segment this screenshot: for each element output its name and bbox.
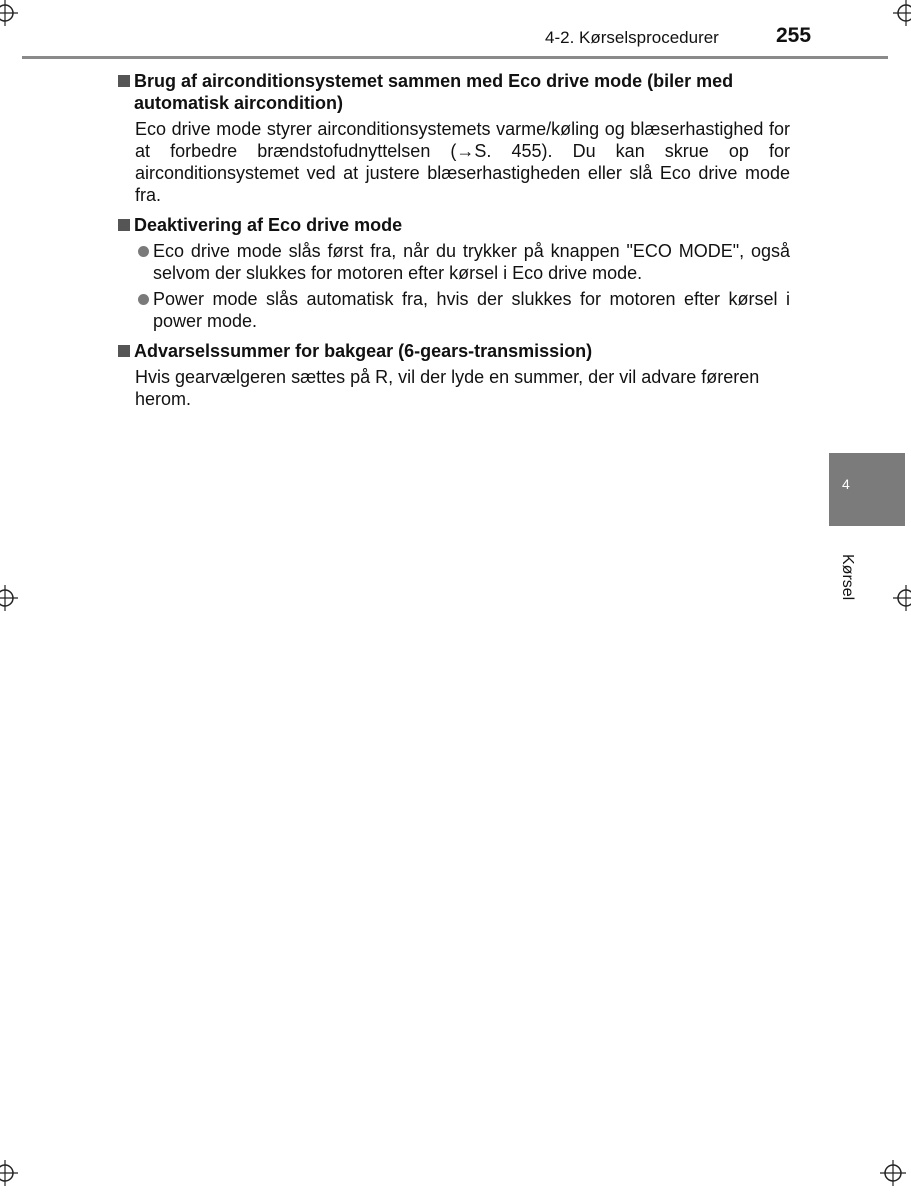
section-paragraph: Eco drive mode styrer airconditionsystemets varme/køling og blæserhastighed for at forbedre brændstofudnyttelsen (→S. 455). Du kan skrue op for airconditionsystemet ved at justere blæserhastigheden eller slå Eco drive mode fra. xyxy=(135,119,790,205)
circle-bullet-icon xyxy=(138,294,149,305)
list-item-text: Eco drive mode slås først fra, når du trykker på knappen "ECO MODE", også selvom der slukkes for motoren efter kørsel i Eco drive mode. xyxy=(153,241,790,283)
header-section-title: 4-2. Kørselsprocedurer xyxy=(545,28,719,47)
page-number: 255 xyxy=(776,24,812,47)
registration-mark-icon xyxy=(880,1160,906,1186)
header-divider xyxy=(22,56,888,59)
page-content xyxy=(118,70,790,418)
chapter-tab xyxy=(829,453,905,526)
chapter-tab-number: 4 xyxy=(842,476,850,492)
list-item xyxy=(135,240,790,284)
chapter-tab-label: Kørsel xyxy=(839,554,856,601)
square-bullet-icon xyxy=(118,345,130,357)
section-heading-text: Brug af airconditionsystemet sammen med Eco drive mode (biler med automatisk aircondition) xyxy=(134,71,734,113)
registration-mark-icon xyxy=(893,0,911,26)
section-deactivate-eco xyxy=(118,214,790,332)
section-heading xyxy=(118,340,790,362)
section-heading-text: Deaktivering af Eco drive mode xyxy=(134,215,403,235)
circle-bullet-icon xyxy=(138,246,149,257)
list-item-text: Power mode slås automatisk fra, hvis der slukkes for motoren efter kørsel i power mode. xyxy=(153,289,790,331)
section-eco-aircondition xyxy=(118,70,790,206)
list-item xyxy=(135,288,790,332)
section-heading-text: Advarselssummer for bakgear (6-gears-transmission) xyxy=(134,341,593,361)
section-reverse-buzzer xyxy=(118,340,790,410)
section-heading xyxy=(118,70,790,114)
registration-mark-icon xyxy=(0,0,18,26)
square-bullet-icon xyxy=(118,219,130,231)
registration-mark-icon xyxy=(0,585,18,611)
square-bullet-icon xyxy=(118,75,130,87)
section-paragraph: Hvis gearvælgeren sættes på R, vil der lyde en summer, der vil advare føreren herom. xyxy=(135,367,760,409)
registration-mark-icon xyxy=(0,1160,18,1186)
section-heading xyxy=(118,214,790,236)
registration-mark-icon xyxy=(893,585,911,611)
